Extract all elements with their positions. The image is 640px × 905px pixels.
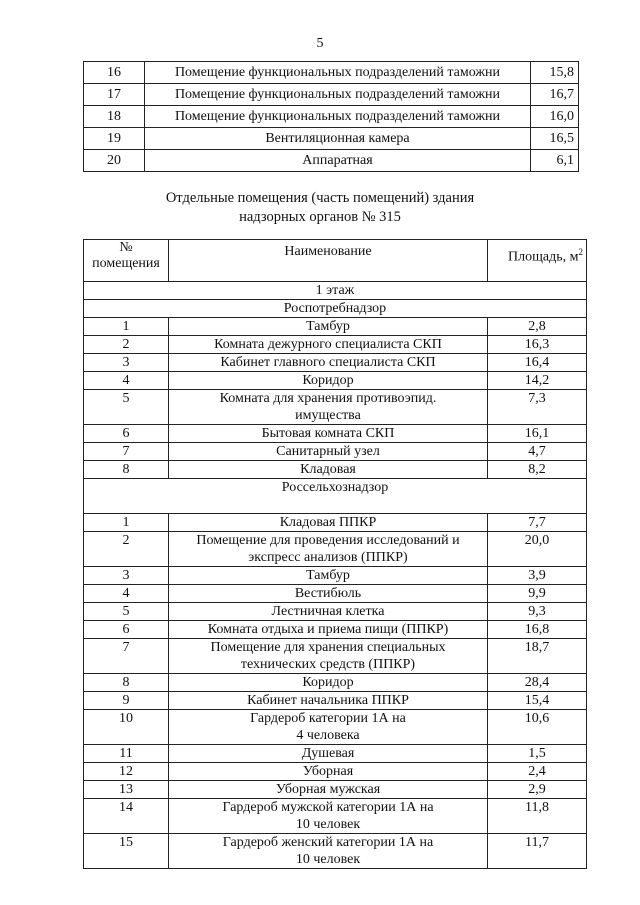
table-row [84, 128, 579, 150]
room-name-line: Уборная [302, 764, 354, 779]
room-area: 18,7 [488, 639, 587, 674]
room-name-line: Комната для хранения противоэпид. [219, 391, 437, 406]
room-number: 2 [84, 336, 169, 354]
room-name [169, 567, 488, 585]
room-name [169, 834, 488, 869]
room-name [169, 603, 488, 621]
room-area: 4,7 [488, 443, 587, 461]
room-name-line-2: 10 человек [295, 852, 361, 867]
room-name: Помещение функциональных подразделений таможни [145, 84, 531, 106]
room-name-line: Коридор [302, 373, 354, 388]
header-number-line-1: № [119, 240, 133, 255]
room-name-line: Комната отдыха и приема пищи (ППКР) [207, 622, 449, 637]
room-name [169, 443, 488, 461]
table-row [84, 514, 587, 532]
room-number: 8 [84, 461, 169, 479]
rooms-table [83, 239, 587, 869]
table-row [84, 585, 587, 603]
table-row [84, 621, 587, 639]
table-row [84, 710, 587, 745]
room-area: 1,5 [488, 745, 587, 763]
header-area-sup: 2 [578, 247, 583, 257]
room-name [169, 799, 488, 834]
room-number: 10 [84, 710, 169, 745]
room-name-line: Лестничная клетка [271, 604, 385, 619]
room-name-line: Комната дежурного специалиста СКП [214, 337, 442, 352]
room-area: 16,4 [488, 354, 587, 372]
continued-rooms-table [83, 61, 579, 172]
room-area: 16,8 [488, 621, 587, 639]
section-row [84, 300, 587, 318]
room-area: 2,4 [488, 763, 587, 781]
room-name: Вентиляционная камера [145, 128, 531, 150]
room-area: 11,7 [488, 834, 587, 869]
section-row-label: Россельхознадзор [84, 479, 587, 514]
room-number: 12 [84, 763, 169, 781]
table-row [84, 532, 587, 567]
room-area: 11,8 [488, 799, 587, 834]
room-number: 16 [84, 62, 145, 84]
room-area: 15,8 [531, 62, 579, 84]
room-name-line: Кабинет главного специалиста СКП [220, 355, 436, 370]
room-name-line: Бытовая комната СКП [261, 426, 395, 441]
table-row [84, 799, 587, 834]
room-name-line: Вестибюль [294, 586, 362, 601]
room-name-line: Коридор [302, 675, 354, 690]
room-number: 7 [84, 443, 169, 461]
room-number: 8 [84, 674, 169, 692]
header-number [84, 240, 169, 282]
table-row [84, 336, 587, 354]
room-name [169, 639, 488, 674]
room-area: 16,3 [488, 336, 587, 354]
room-name [169, 763, 488, 781]
room-area: 2,9 [488, 781, 587, 799]
room-area: 16,1 [488, 425, 587, 443]
room-name [169, 781, 488, 799]
room-area: 6,1 [531, 150, 579, 172]
room-name-line: Душевая [301, 746, 355, 761]
table-row [84, 354, 587, 372]
room-name-line-2: 10 человек [295, 817, 361, 832]
room-name [169, 692, 488, 710]
table-row [84, 372, 587, 390]
room-area: 9,3 [488, 603, 587, 621]
floor-row-label: 1 этаж [84, 282, 587, 300]
room-number: 5 [84, 390, 169, 425]
room-area: 20,0 [488, 532, 587, 567]
table-row [84, 567, 587, 585]
table-row [84, 745, 587, 763]
room-name-line: Кабинет начальника ППКР [247, 693, 409, 708]
room-number: 11 [84, 745, 169, 763]
room-name [169, 425, 488, 443]
table-row [84, 834, 587, 869]
room-name [169, 372, 488, 390]
room-number: 3 [84, 567, 169, 585]
room-number: 1 [84, 514, 169, 532]
room-name-line-2: имущества [295, 408, 361, 423]
table-row [84, 106, 579, 128]
room-name-line: Тамбур [306, 568, 350, 583]
room-area: 7,3 [488, 390, 587, 425]
room-name [169, 745, 488, 763]
floor-row [84, 282, 587, 300]
table-row [84, 150, 579, 172]
room-number: 14 [84, 799, 169, 834]
room-number: 6 [84, 425, 169, 443]
room-name-line: Гардероб категории 1А на [250, 711, 406, 726]
room-name [169, 585, 488, 603]
room-name [169, 390, 488, 425]
table-row [84, 390, 587, 425]
room-number: 2 [84, 532, 169, 567]
section-row-label: Роспотребнадзор [84, 300, 587, 318]
room-number: 4 [84, 372, 169, 390]
room-number: 19 [84, 128, 145, 150]
room-area: 16,7 [531, 84, 579, 106]
room-name [169, 674, 488, 692]
room-name: Помещение функциональных подразделений таможни [145, 106, 531, 128]
room-number: 1 [84, 318, 169, 336]
header-area-label: Площадь, м [508, 249, 579, 265]
room-name [169, 514, 488, 532]
room-area: 3,9 [488, 567, 587, 585]
table-row [84, 603, 587, 621]
room-name-line: Гардероб женский категории 1А на [222, 835, 434, 850]
table-row [84, 763, 587, 781]
section-heading [0, 189, 640, 227]
room-name-line: Кладовая ППКР [279, 515, 377, 530]
room-number: 5 [84, 603, 169, 621]
room-number: 20 [84, 150, 145, 172]
room-number: 13 [84, 781, 169, 799]
room-name [169, 710, 488, 745]
room-name-line-2: экспресс анализов (ППКР) [248, 550, 408, 565]
header-name: Наименование [169, 240, 488, 282]
room-number: 3 [84, 354, 169, 372]
room-number: 4 [84, 585, 169, 603]
room-name [169, 318, 488, 336]
room-area: 16,0 [531, 106, 579, 128]
room-area: 10,6 [488, 710, 587, 745]
table-row [84, 318, 587, 336]
room-area: 9,9 [488, 585, 587, 603]
header-area [488, 240, 587, 282]
room-name-line: Санитарный узел [276, 444, 380, 459]
page-number: 5 [316, 36, 324, 51]
room-number: 9 [84, 692, 169, 710]
heading-line-2: надзорных органов № 315 [239, 209, 401, 225]
room-area: 28,4 [488, 674, 587, 692]
table-row [84, 781, 587, 799]
room-number: 7 [84, 639, 169, 674]
room-name-line: Уборная мужская [275, 782, 381, 797]
table-row [84, 84, 579, 106]
room-name-line-2: технических средств (ППКР) [240, 657, 416, 672]
room-name-line: Тамбур [306, 319, 350, 334]
room-name-line: Помещение для проведения исследований и [196, 533, 460, 548]
header-number-line-2: помещения [92, 256, 160, 271]
room-number: 6 [84, 621, 169, 639]
room-name [169, 354, 488, 372]
room-area: 8,2 [488, 461, 587, 479]
room-area: 14,2 [488, 372, 587, 390]
section-row [84, 479, 587, 514]
room-area: 2,8 [488, 318, 587, 336]
room-name: Помещение функциональных подразделений таможни [145, 62, 531, 84]
room-area: 7,7 [488, 514, 587, 532]
table-row [84, 692, 587, 710]
table-row [84, 62, 579, 84]
room-number: 18 [84, 106, 145, 128]
table-row [84, 425, 587, 443]
table-row [84, 443, 587, 461]
room-name-line-2: 4 человека [296, 728, 360, 743]
room-area: 16,5 [531, 128, 579, 150]
room-name [169, 621, 488, 639]
table-header-row [84, 240, 587, 282]
room-name-line: Помещение для хранения специальных [210, 640, 446, 655]
room-number: 17 [84, 84, 145, 106]
room-number: 15 [84, 834, 169, 869]
room-name-line: Гардероб мужской категории 1А на [222, 800, 434, 815]
room-name [169, 336, 488, 354]
table-row [84, 461, 587, 479]
heading-line-1: Отдельные помещения (часть помещений) здания [165, 190, 475, 206]
room-name-line: Кладовая [300, 462, 356, 477]
room-name [169, 532, 488, 567]
table-row [84, 639, 587, 674]
room-area: 15,4 [488, 692, 587, 710]
room-name: Аппаратная [145, 150, 531, 172]
room-name [169, 461, 488, 479]
table-row [84, 674, 587, 692]
